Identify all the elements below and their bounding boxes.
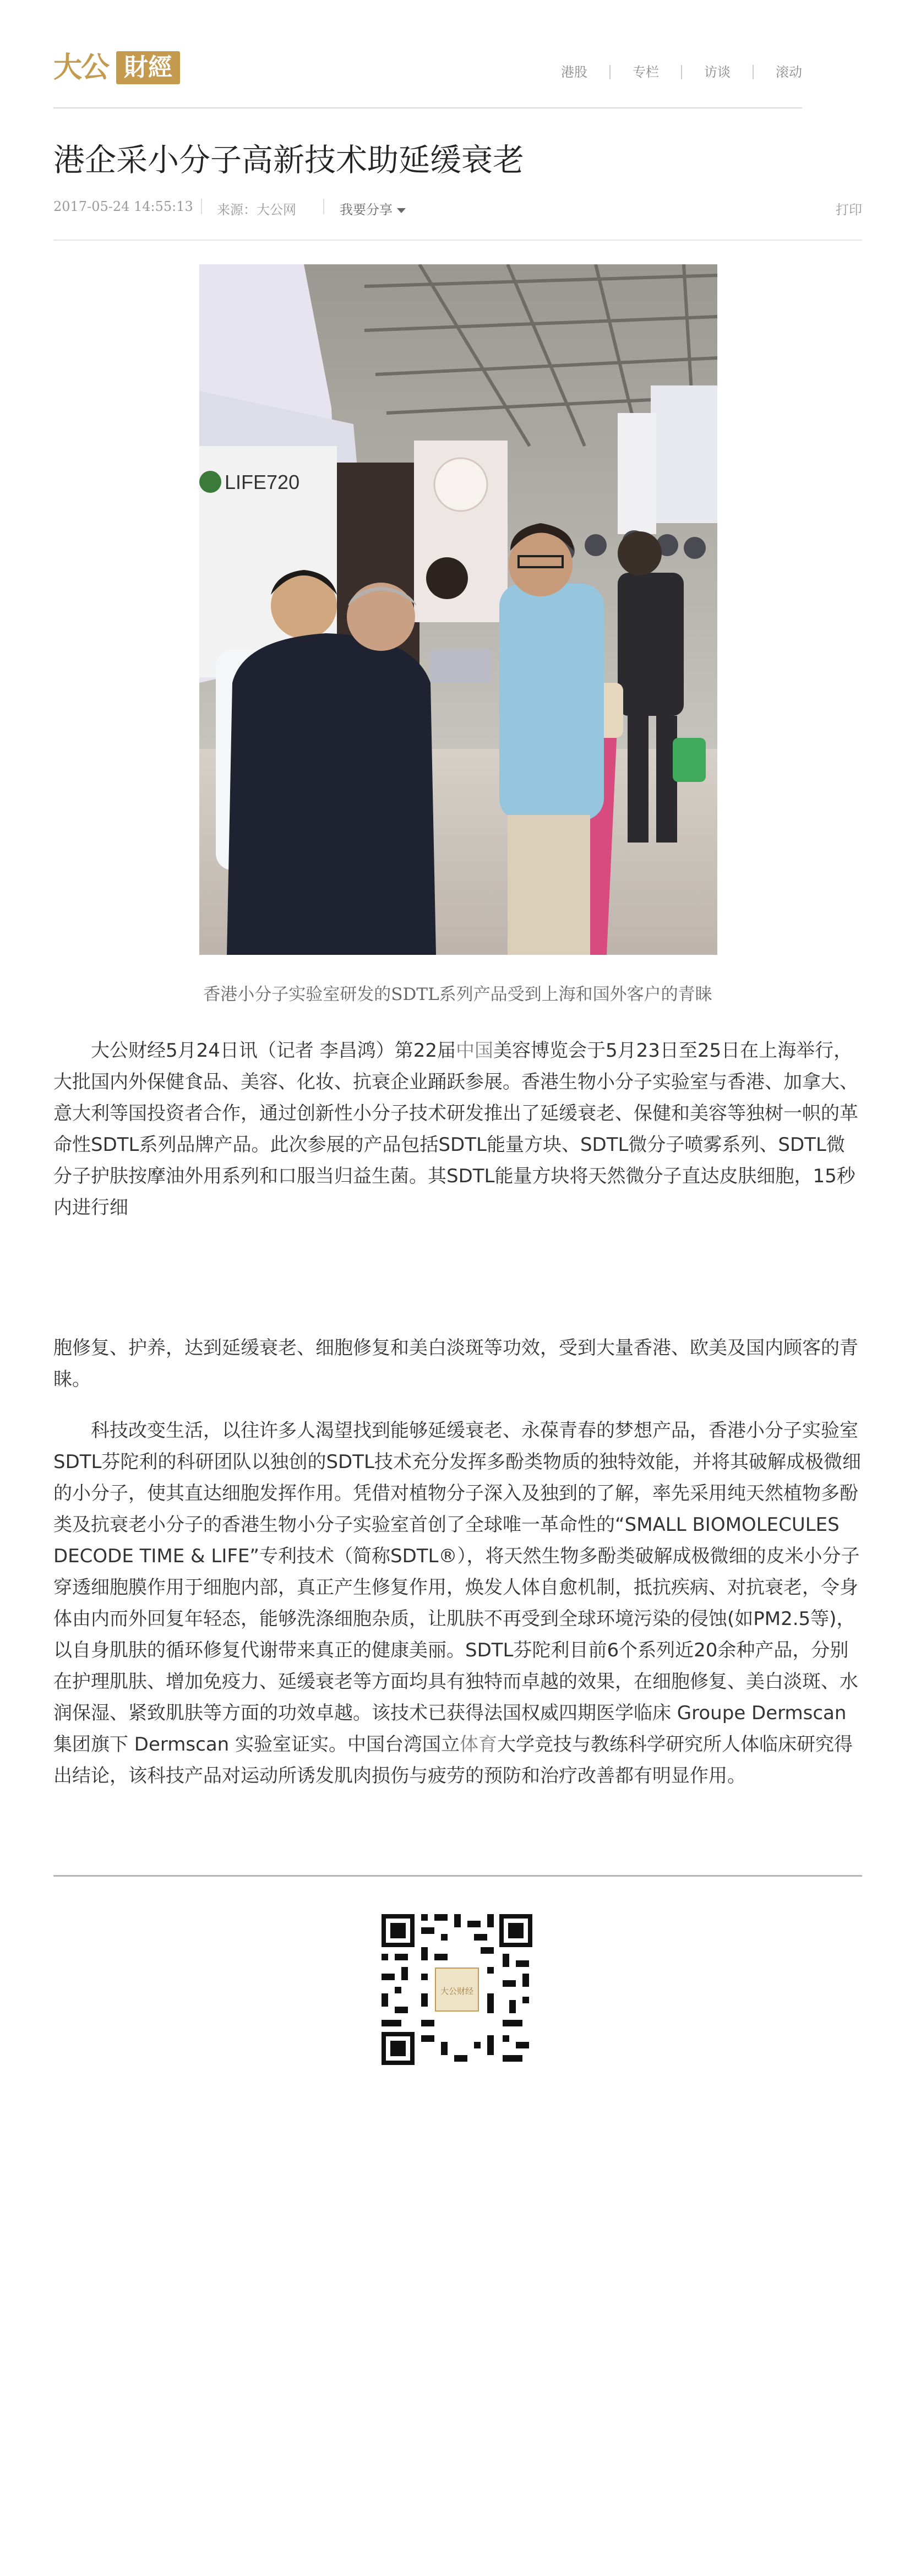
top-nav: [561, 65, 802, 79]
publish-time: 2017-05-24 14:55:13: [53, 199, 193, 214]
article-title: 港企采小分子高新技术助延缓衰老: [53, 142, 524, 178]
expo-booth-photo: [199, 264, 717, 955]
qr-code: [382, 1914, 532, 2065]
booth-sign-text: LIFE720: [225, 471, 300, 493]
paragraph-2: [53, 1415, 862, 1792]
qr-center-text: 大公财经: [440, 1986, 474, 1996]
meta-divider: [201, 199, 202, 214]
paragraph-2-text-a: 科技改变生活，以往许多人渴望找到能够延缓衰老、永葆青春的梦想产品，香港小分子实验室SDTL芬陀利的科研团队以独创的SDTL技术充分发挥多酚类物质的独特效能，并将其破解成极微细的小分子，使其直达细胞发挥作用。凭借对植物分子深入及独到的了解，率先采用纯天然植物多酚类及抗衰老小分子的香港生物小分子实验室首创了全球唯一革命性的“SMALL BIOMOLECULES DECODE TIME & LIFE”专利技术（简称SDTL®），将天然生物多酚类破解成极微细的皮米小分子穿透细胞膜作用于细胞内部，真正产生修复作用，焕发人体自愈机制，抵抗疾病、对抗衰老，令身体由内而外回复年轻态，能够洗涤细胞杂质，让肌肤不再受到全球环境污染的侵蚀(如PM2.5等)，以自身肌肤的循环修复代谢带来真正的健康美丽。SDTL芬陀利目前6个系列近20余种产品，分别在护理肌肤、增加免疫力、延缓衰老等方面均具有独特而卓越的效果，在细胞修复、美白淡斑、水润保湿、紧致肌肤等方面的功效卓越。该技术已获得法国权威四期医学临床 Groupe Dermscan 集团旗下 Dermscan 实验室证实。中国台湾国立: [53, 1420, 861, 1756]
qr-code-icon: [382, 1914, 532, 2065]
paragraph-1-text-a: 大公财经5月24日讯（记者 李昌鸿）第22届: [91, 1040, 456, 1062]
meta-divider: [323, 199, 324, 214]
share-dropdown[interactable]: [340, 199, 406, 218]
site-logo[interactable]: [53, 51, 180, 85]
site-header: [53, 0, 802, 108]
article-source: 来源：大公网: [217, 202, 296, 218]
article-meta: [53, 195, 862, 218]
paragraph-2-text-b: 大学竞技与教练科学研究所人体临床研究得出结论，该科技产品对运动所诱发肌肉损伤与疲劳的预防和治疗改善都有明显作用。: [53, 1733, 853, 1787]
paragraph-1: [53, 1035, 862, 1224]
booth-sign: [199, 471, 299, 493]
nav-item-interviews[interactable]: 访谈: [682, 65, 754, 79]
logo-box-text: 財經: [116, 51, 180, 84]
meta-divider-line: [53, 240, 862, 241]
article-page: [53, 0, 862, 1996]
link-china[interactable]: 中国: [455, 1040, 493, 1062]
nav-item-rolling[interactable]: 滚动: [776, 64, 802, 80]
article-end-divider: [53, 1875, 862, 1877]
paragraph-1-text-b: 美容博览会于5月23日至25日在上海举行，大批国内外保健食品、美容、化妆、抗衰企业踊跃参展。香港生物小分子实验室与香港、加拿大、意大利等国投资者合作，通过创新性小分子技术研发推出了延缓衰老、保健和美容等独树一帜的革命性SDTL系列品牌产品。此次参展的产品包括SDTL能量方块、SDTL微分子喷雾系列、SDTL微分子护肤按摩油外用系列和口服当归益生菌。其SDTL能量方块将天然微分子直达皮肤细胞，15秒内进行细: [53, 1040, 858, 1219]
nav-item-columns[interactable]: 专栏: [611, 65, 682, 79]
article-photo: [199, 264, 717, 955]
caret-down-icon: [397, 208, 406, 213]
link-sports[interactable]: 体育: [460, 1733, 498, 1756]
nav-item-hk-stocks[interactable]: 港股: [561, 65, 611, 79]
logo-text: 大公: [53, 51, 109, 84]
print-link[interactable]: 打印: [836, 202, 862, 218]
share-label: 我要分享: [340, 202, 393, 218]
photo-caption: 香港小分子实验室研发的SDTL系列产品受到上海和国外客户的青睐: [203, 985, 712, 1004]
paragraph-1-continued: 胞修复、护养，达到延缓衰老、细胞修复和美白淡斑等功效，受到大量香港、欧美及国内顾客的青睐。: [53, 1337, 858, 1390]
